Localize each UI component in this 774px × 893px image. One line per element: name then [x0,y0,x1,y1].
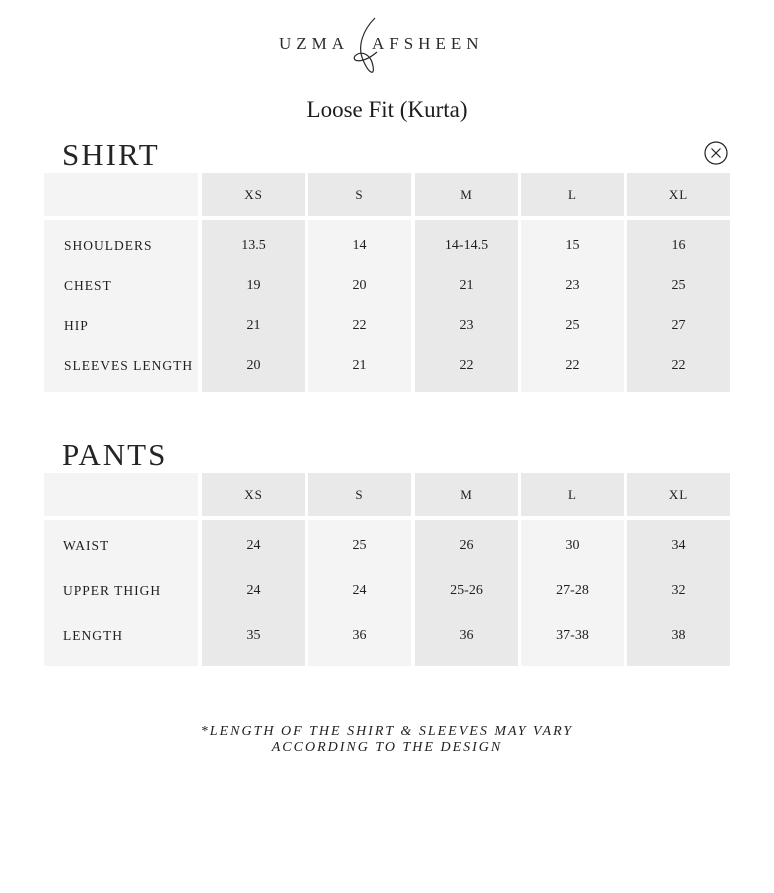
shirt-value: 14-14.5 [444,238,489,253]
shirt-value: 21 [459,278,474,293]
pants-value: 26 [459,538,474,553]
pants-value: 36 [459,628,474,643]
shirt-column-m [415,220,518,392]
shirt-header-cell [308,173,411,216]
page-title: Loose Fit (Kurta) [306,97,468,122]
pants-value: 24 [352,583,367,598]
pants-row-label: UPPER THIGH [63,583,162,598]
shirt-value: 25 [671,278,686,293]
pants-column-xs [202,520,305,666]
pants-value: 24 [246,583,261,598]
pants-label-column [44,520,198,666]
shirt-value: 15 [565,238,580,253]
shirt-header-cell [202,173,305,216]
shirt-value: 19 [246,278,261,293]
brand-name-right: AFSHEEN [372,34,484,53]
pants-value: 25-26 [450,583,483,598]
shirt-header-corner [44,173,198,216]
shirt-row-label: CHEST [64,278,112,293]
pants-section-title: PANTS [62,437,168,472]
pants-value: 36 [352,628,367,643]
pants-row-label: WAIST [63,538,110,553]
shirt-header-cell [415,173,518,216]
pants-column-s [308,520,411,666]
pants-value: 27-28 [556,583,589,598]
shirt-label-column [44,220,198,392]
shirt-header-cell [521,173,624,216]
pants-value: 35 [246,628,261,643]
shirt-value: 22 [671,358,686,373]
shirt-column-xs [202,220,305,392]
shirt-value: 25 [565,318,580,333]
pants-row-label: LENGTH [63,628,123,643]
sizing-footnote [0,724,774,756]
shirt-size-xs: XS [244,187,263,202]
shirt-value: 20 [246,358,261,373]
pants-size-m: M [460,487,473,502]
shirt-value: 20 [352,278,367,293]
shirt-value: 22 [565,358,580,373]
pants-header-corner [44,473,198,516]
shirt-column-xl [627,220,730,392]
shirt-column-l [521,220,624,392]
shirt-row-label: SHOULDERS [64,238,153,253]
brand-logo [0,16,774,78]
shirt-header-cell [627,173,730,216]
shirt-value: 21 [246,318,261,333]
shirt-row-label: SLEEVES LENGTH [64,358,194,373]
shirt-value: 14 [352,238,367,253]
pants-column-xl [627,520,730,666]
pants-value: 24 [246,538,261,553]
shirt-size-s: S [355,187,364,202]
shirt-column-s [308,220,411,392]
shirt-size-xl: XL [668,187,689,202]
shirt-row-label: HIP [64,318,89,333]
pants-size-xs: XS [244,487,263,502]
pants-value: 34 [671,538,686,553]
pants-header-cell [308,473,411,516]
shirt-value: 22 [459,358,474,373]
close-icon [704,141,728,165]
pants-value: 38 [671,628,686,643]
brand-name-left: UZMA [279,34,350,53]
shirt-value: 16 [671,238,686,253]
shirt-value: 23 [565,278,580,293]
shirt-value: 13.5 [241,238,266,253]
pants-value: 25 [352,538,367,553]
pants-value: 32 [671,583,686,598]
shirt-section-title: SHIRT [62,137,160,172]
shirt-size-m: M [460,187,473,202]
shirt-value: 27 [671,318,686,333]
shirt-size-l: L [568,187,577,202]
shirt-value: 22 [352,318,367,333]
close-button[interactable] [704,141,728,165]
pants-value: 37-38 [556,628,589,643]
shirt-value: 23 [459,318,474,333]
pants-header-cell [627,473,730,516]
pants-header-cell [202,473,305,516]
pants-header-cell [521,473,624,516]
pants-size-xl: XL [668,487,689,502]
pants-size-l: L [568,487,577,502]
pants-header-cell [415,473,518,516]
pants-size-s: S [355,487,364,502]
pants-value: 30 [565,538,580,553]
pants-column-l [521,520,624,666]
shirt-value: 21 [352,358,367,373]
footnote-line-1: *LENGTH OF THE SHIRT & SLEEVES MAY VARY [200,724,574,739]
footnote-line-2: ACCORDING TO THE DESIGN [271,740,503,755]
pants-column-m [415,520,518,666]
